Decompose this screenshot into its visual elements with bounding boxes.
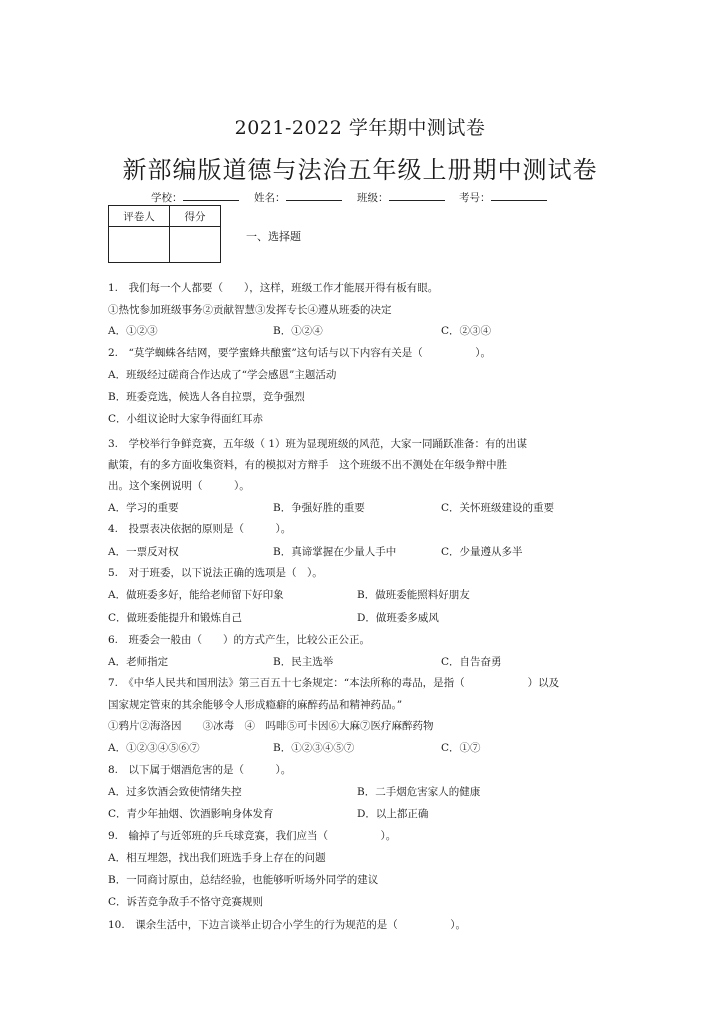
question-8-option-b: B．二手烟危害家人的健康 bbox=[357, 786, 481, 798]
question-7-items: ①鸦片②海洛因 ③冰毒 ④ 吗啡⑤可卡因⑥大麻⑦医疗麻醉药物 bbox=[108, 720, 434, 732]
class-label: 班级： bbox=[357, 192, 389, 204]
question-9-stem: 9. 输掉了与近邻班的乒乓球竞赛，我们应当（ ）。 bbox=[108, 830, 397, 842]
question-3-option-b: B．争强好胜的重要 bbox=[273, 502, 365, 514]
question-7-option-a: A．①②③④⑤⑥⑦ bbox=[108, 742, 200, 754]
question-3-option-a: A．学习的重要 bbox=[108, 502, 179, 514]
question-2-option-b: B．班委竞选，候选人各自拉票，竞争强烈 bbox=[108, 391, 305, 403]
exam-no-label: 考号： bbox=[459, 192, 491, 204]
exam-no-field bbox=[459, 190, 547, 205]
question-5-option-c: C．做班委能提升和锻炼自己 bbox=[108, 612, 243, 624]
question-5-stem: 5. 对于班委，以下说法正确的选项是（ ）。 bbox=[108, 567, 323, 579]
question-10-stem: 10. 课余生活中，下边言谈举止切合小学生的行为规范的是（ ）。 bbox=[108, 919, 466, 931]
question-7-option-c: C．①⑦ bbox=[441, 742, 481, 754]
question-2-option-a: A．班级经过磋商合作达成了“学会感恩”主题活动 bbox=[108, 369, 337, 381]
question-6-stem: 6. 班委会一般由（ ）的方式产生，比较公正公正。 bbox=[108, 634, 371, 646]
score-cell bbox=[170, 227, 221, 263]
question-8-option-d: D．以上都正确 bbox=[357, 808, 429, 820]
question-1-option-a: A．①②③ bbox=[108, 325, 158, 337]
question-1-items: ①热忱参加班级事务②贡献智慧③发挥专长④遵从班委的决定 bbox=[108, 304, 392, 316]
question-8-option-a: A．过多饮酒会致使情绪失控 bbox=[108, 786, 242, 798]
name-label: 姓名： bbox=[254, 192, 286, 204]
question-5-option-b: B．做班委能照料好朋友 bbox=[357, 589, 470, 601]
grader-cell bbox=[109, 227, 170, 263]
question-3-line-1: 3. 学校举行争鲜竞赛，五年级（ 1）班为显现班级的风范，大家一同踊跃准备：有的出谋 bbox=[108, 438, 528, 450]
question-3-line-2: 献策，有的多方面收集资料，有的模拟对方辩手 这个班级不出不测处在年级争辩中胜 bbox=[108, 459, 507, 471]
name-field bbox=[254, 190, 342, 205]
school-label: 学校： bbox=[151, 192, 183, 204]
school-blank bbox=[183, 191, 239, 201]
question-5-option-a: A．做班委多好，能给老师留下好印象 bbox=[108, 589, 284, 601]
question-6-option-c: C．自告奋勇 bbox=[441, 656, 502, 668]
score-table bbox=[108, 205, 221, 263]
question-8-stem: 8. 以下属于烟酒危害的是（ ）。 bbox=[108, 764, 292, 776]
question-9-option-a: A．相互埋怨，找出我们班选手身上存在的问题 bbox=[108, 852, 326, 864]
question-4-option-c: C．少量遵从多半 bbox=[441, 546, 523, 558]
section-title: 一、选择题 bbox=[246, 230, 301, 243]
question-4-option-a: A．一票反对权 bbox=[108, 546, 179, 558]
question-7-line-2: 国家规定管束的其余能够令人形成瘾癖的麻醉药品和精神药品。” bbox=[108, 699, 403, 711]
name-blank bbox=[286, 191, 342, 201]
question-5-option-d: D．做班委多威风 bbox=[357, 612, 439, 624]
question-3-line-3: 出。这个案例说明（ ）。 bbox=[108, 480, 250, 492]
question-1-stem: 1. 我们每一个人都要（ ），这样，班级工作才能展开得有板有眼。 bbox=[108, 282, 439, 294]
question-6-option-b: B．民主选举 bbox=[273, 656, 334, 668]
exam-title: 新部编版道德与法治五年级上册期中测试卷 bbox=[122, 156, 598, 184]
question-9-option-c: C．诉苦竞争敌手不恪守竞赛规则 bbox=[108, 896, 264, 908]
question-2-option-c: C．小组议论时大家争得面红耳赤 bbox=[108, 413, 264, 425]
question-2-stem: 2. “莫学蜘蛛各结网，要学蜜蜂共酿蜜”这句话与以下内容有关是（ ）。 bbox=[108, 347, 492, 359]
question-7-line-1: 7. 《中华人民共和国刑法》第三百五十七条规定：“本法所称的毒品，是指（ ）以及 bbox=[108, 677, 560, 689]
question-7-option-b: B．①②③④⑤⑦ bbox=[273, 742, 355, 754]
question-8-option-c: C．青少年抽烟、饮酒影响身体发育 bbox=[108, 808, 274, 820]
grader-header: 评卷人 bbox=[109, 206, 170, 227]
class-field bbox=[357, 190, 445, 205]
question-1-option-b: B．①②④ bbox=[273, 325, 323, 337]
question-6-option-a: A．老师指定 bbox=[108, 656, 169, 668]
question-4-stem: 4. 投票表决依据的原则是（ ）。 bbox=[108, 523, 292, 535]
question-1-option-c: C．②③④ bbox=[441, 325, 492, 337]
school-field bbox=[151, 190, 239, 205]
question-9-option-b: B．一同商讨原由，总结经验，也能够听听场外同学的建议 bbox=[108, 874, 379, 886]
score-header: 得分 bbox=[170, 206, 221, 227]
exam-year-title: 2021-2022 学年期中测试卷 bbox=[234, 117, 486, 139]
exam-no-blank bbox=[491, 191, 547, 201]
question-4-option-b: B．真谛掌握在少量人手中 bbox=[273, 546, 397, 558]
question-3-option-c: C．关怀班级建设的重要 bbox=[441, 502, 555, 514]
class-blank bbox=[389, 191, 445, 201]
